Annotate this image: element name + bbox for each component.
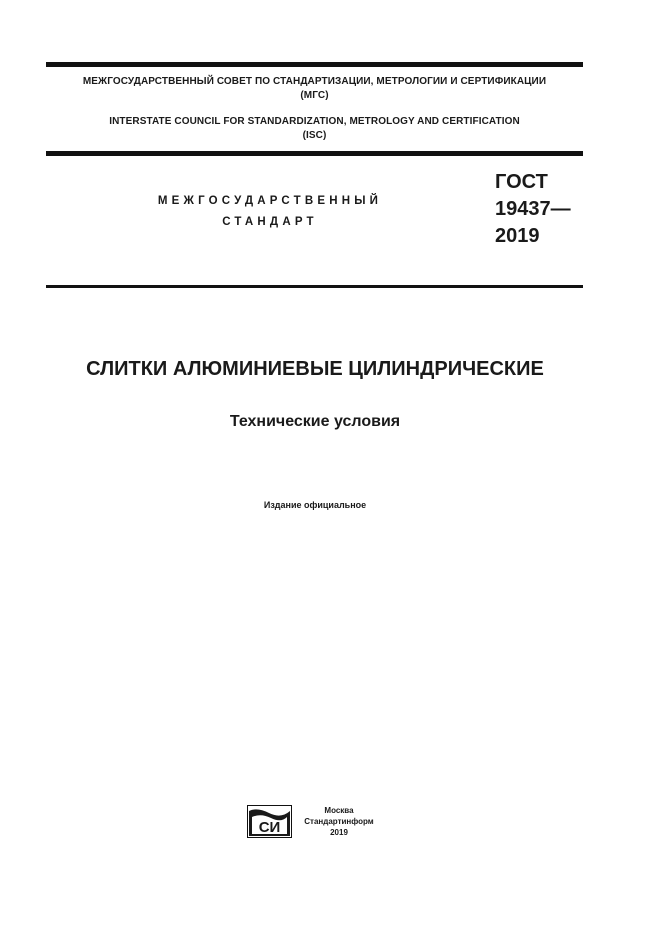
standard-number: 19437— <box>495 198 571 220</box>
standard-code: ГОСТ <box>495 171 548 193</box>
council-name-ru <box>46 75 583 103</box>
imprint <box>297 805 381 838</box>
standard-year: 2019 <box>495 225 540 247</box>
imprint-city: Москва <box>324 806 354 815</box>
council-abbr-en: (ISC) <box>302 130 327 141</box>
council-name-ru-line: МЕЖГОСУДАРСТВЕННЫЙ СОВЕТ ПО СТАНДАРТИЗАЦИИ, МЕТРОЛОГИИ И СЕРТИФИКАЦИИ <box>82 76 547 87</box>
imprint-publisher: Стандартинформ <box>304 817 374 826</box>
council-name-en <box>46 115 583 143</box>
edition-note: Издание официальное <box>263 500 367 510</box>
council-abbr-ru: (МГС) <box>300 90 329 101</box>
document-title: СЛИТКИ АЛЮМИНИЕВЫЕ ЦИЛИНДРИЧЕСКИЕ <box>86 358 544 380</box>
standard-type-line: МЕЖГОСУДАРСТВЕННЫЙ <box>157 195 383 207</box>
middle-rule <box>46 151 583 156</box>
imprint-year: 2019 <box>330 828 348 837</box>
standartinform-logo-icon <box>247 805 292 838</box>
logo-lettering: СИ <box>258 819 281 836</box>
top-rule <box>46 62 583 67</box>
standard-designation <box>495 169 571 250</box>
council-name-en-line: INTERSTATE COUNCIL FOR STANDARDIZATION, METROLOGY AND CERTIFICATION <box>109 116 520 127</box>
document-subtitle: Технические условия <box>229 413 401 430</box>
standard-type <box>120 191 420 233</box>
standard-type-line: СТАНДАРТ <box>222 216 318 228</box>
bottom-rule <box>46 285 583 288</box>
